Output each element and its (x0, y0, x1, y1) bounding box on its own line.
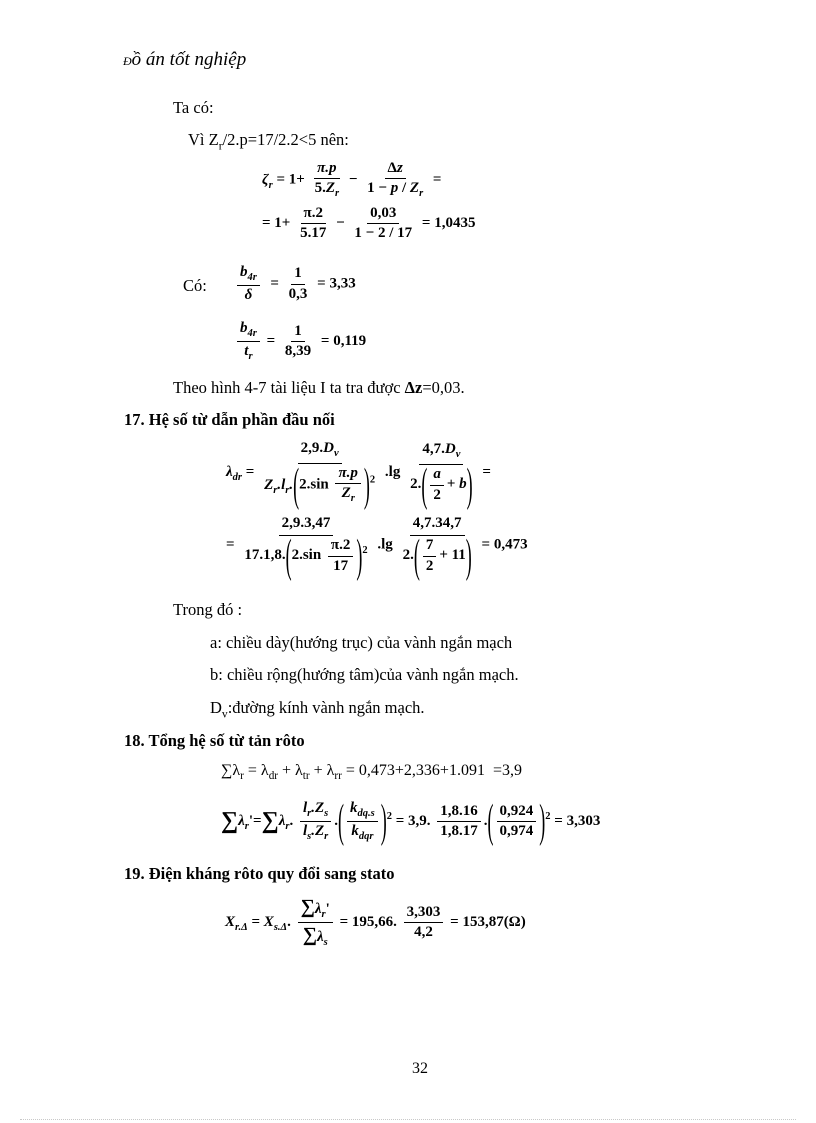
zeta-formula-2: = 1+ $\frac{\pi.2}{5.17}$ − $\frac{0,03}{1 - 2 / 17}$ = 1,0435 (262, 205, 476, 242)
co-label: Có: (183, 276, 207, 295)
page-bottom-divider (20, 1119, 796, 1120)
sum-lambda-prime-formula: $\sum\lambda_r'=\sum\lambda_r$. $\frac{l_r.Z_s}{l_s.Z_r}$ .( $\frac{k_{dq.s}}{k_{dqr}}$ )$^2$ = 3,9. $\frac{1,8.16}{1,8.17}$ .( $\frac{0,924}{0,974}$ )$^2$ = 3,303 (221, 794, 601, 847)
lambda-dr-formula-1: $\lambda_{dr}$ = $2,9.D_v$ $Z_r.l_r.(2.\sin$ $\frac{\pi.p}{Z_r}$ )$^2$ .lg $4,7.D_v$ 2.( $\frac{a}{2}$ + b) = (226, 440, 491, 511)
section-19-heading: 19. Điện kháng rôto quy đổi sang stato (124, 864, 395, 883)
trong-do-label: Trong đó : (173, 600, 243, 619)
ta-co-line: Ta có: (173, 98, 214, 117)
theo-hinh-line: Theo hình 4-7 tài liệu I ta tra được Δz=0,03. (173, 378, 465, 397)
definition-a: a: chiều dày(hướng trục) của vành ngắn mạch (210, 633, 513, 652)
xr-formula: $X_{r.\Delta} = X_{s.\Delta}$. $\frac{\sum\lambda_r'}{\sum\lambda_s}$ = 195,66. $\frac{3,303}{4,2}$ = 153,87(Ω) (225, 896, 526, 949)
b-delta-formula: $\frac{b_{4r}}{\delta}$ = $\frac{1}{0,3}$ = 3,33 (234, 264, 356, 304)
lambda-dr-formula-2: = 2,9.3,47 17.1,8.(2.sin $\frac{\pi.2}{17}$ )$^2$ .lg 4,7.34,7 2.( $\frac{7}{2}$ + 11) = 0,473 (226, 515, 528, 582)
document-header: Đồ án tốt nghiệp (123, 49, 247, 70)
section-18-heading: 18. Tổng hệ số từ tản rôto (124, 731, 305, 750)
page-number: 32 (412, 1060, 428, 1077)
zeta-result: 1,0435 (434, 215, 476, 232)
definition-dv: $D_v:đường$ kính vành ngắn mạch. (210, 698, 425, 721)
definition-b: b: chiều rộng(hướng tâm)của vành ngắn mạch. (210, 665, 519, 684)
zeta-formula-1: $\zeta_r = 1+$ $\frac{\pi.p}{5.Z_r}$ − $\frac{\Delta z}{1 - p / Z_r}$ = (262, 160, 442, 200)
sum-lambda-line: $\sum\lambda_r = \lambda_{dr} + \lambda_{tr} + \lambda_{rr} = 0,473+2,336+1.091 =3,9$ (221, 762, 522, 783)
vi-line: Vì $Z_r/2.p=17/2.2<5$ nên: (188, 130, 349, 153)
b-t-formula: $\frac{b_{4r}}{t_r}$ = $\frac{1}{8,39}$ = 0,119 (234, 320, 366, 363)
section-17-heading: 17. Hệ số từ dẫn phần đầu nối (124, 410, 335, 429)
